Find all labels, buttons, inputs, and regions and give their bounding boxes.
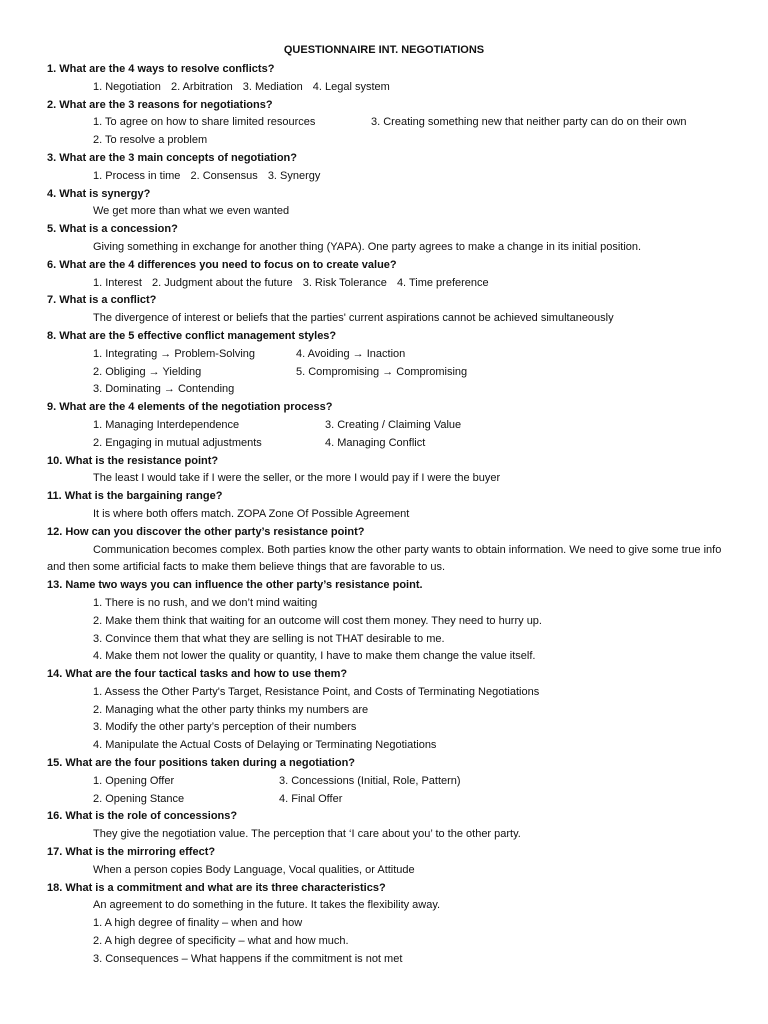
answer-item: 3. Mediation [242, 80, 303, 93]
question-8: 8. What are the 5 effective conflict management styles? [47, 329, 337, 342]
answer-item: 4. Legal system [312, 80, 390, 93]
questionnaire [47, 61, 747, 969]
answer-12: Communication becomes complex. Both parties know the other party wants to obtain information. We need to give some true info and then some artificial facts to make them believe things that are favorable to us. [47, 543, 722, 574]
answer-item: 3. Convince them that what they are selling is not THAT desirable to me. [93, 632, 445, 645]
answer-item: 4. Managing Conflict [325, 436, 426, 449]
answer-item: 3. Risk Tolerance [302, 276, 387, 289]
answer-11: It is where both offers match. ZOPA Zone Of Possible Agreement [93, 507, 410, 520]
answer-item: 1. Opening Offer [93, 774, 175, 787]
answer-item: 4. Final Offer [279, 792, 343, 805]
answer-item: 1. Assess the Other Party's Target, Resistance Point, and Costs of Terminating Negotiations [93, 685, 540, 698]
answer-item: 1. A high degree of finality – when and how [93, 917, 303, 930]
answer-9-row [47, 417, 747, 435]
answer-15-row [47, 791, 747, 809]
question-9: 9. What are the 4 elements of the negotiation process? [47, 401, 333, 414]
question-18: 18. What is a commitment and what are its three characteristics? [47, 881, 386, 894]
answer-item: 2. To resolve a problem [93, 134, 208, 147]
answer-item: 1. Negotiation [93, 80, 161, 93]
answer-item: 2. Judgment about the future [151, 276, 293, 289]
answer-8-row [47, 346, 747, 364]
answer-item: 2. Arbitration [170, 80, 233, 93]
question-17: 17. What is the mirroring effect? [47, 846, 216, 859]
answer-item: 4. Time preference [396, 276, 489, 289]
question-6: 6. What are the 4 differences you need to focus on to create value? [47, 258, 397, 271]
answer-3 [47, 168, 747, 186]
question-2: 2. What are the 3 reasons for negotiations? [47, 98, 273, 111]
question-7: 7. What is a conflict? [47, 294, 157, 307]
answer-item: 1. Managing Interdependence [93, 418, 240, 431]
answer-item: 2. Consensus [190, 169, 258, 182]
answer-5: Giving something in exchange for another thing (YAPA). One party agrees to make a change in its initial position. [93, 240, 642, 253]
question-16: 16. What is the role of concessions? [47, 810, 238, 823]
answer-item: 4. Manipulate the Actual Costs of Delaying or Terminating Negotiations [93, 739, 437, 752]
answer-18: An agreement to do something in the future. It takes the flexibility away. [93, 899, 441, 912]
question-3: 3. What are the 3 main concepts of negotiation? [47, 151, 297, 164]
answer-item: 1. There is no rush, and we don’t mind waiting [93, 596, 318, 609]
answer-item: 1. Process in time [93, 169, 181, 182]
answer-9-row [47, 435, 747, 453]
answer-item: 2. Managing what the other party thinks my numbers are [93, 703, 369, 716]
answer-item: 2. Opening Stance [93, 792, 185, 805]
answer-item: 3. Concessions (Initial, Role, Pattern) [279, 774, 461, 787]
answer-6 [47, 275, 747, 293]
answer-item: 2. Make them think that waiting for an outcome will cost them money. They need to hurry up. [93, 614, 542, 627]
answer-2-row [47, 114, 747, 132]
answer-item: 2. A high degree of specificity – what and how much. [93, 935, 349, 948]
answer-7: The divergence of interest or beliefs that the parties' current aspirations cannot be achieved simultaneously [93, 312, 614, 325]
answer-8-row [47, 364, 747, 382]
question-14: 14. What are the four tactical tasks and how to use them? [47, 668, 348, 681]
question-4: 4. What is synergy? [47, 187, 151, 200]
answer-15-row [47, 773, 747, 791]
answer-item: 1. Integrating → Problem-Solving [93, 347, 256, 360]
answer-item: 3. Synergy [267, 169, 321, 182]
answer-item: 3. Creating something new that neither party can do on their own [371, 116, 687, 129]
answer-item: 3. Consequences – What happens if the commitment is not met [93, 952, 403, 965]
answer-item: 1. To agree on how to share limited resources [93, 116, 316, 129]
answer-17: When a person copies Body Language, Vocal qualities, or Attitude [93, 863, 415, 876]
answer-item: 4. Avoiding → Inaction [296, 347, 406, 360]
answer-item: 4. Make them not lower the quality or quantity, I have to make them change the value itself. [93, 650, 536, 663]
answer-item: 3. Creating / Claiming Value [325, 418, 462, 431]
question-10: 10. What is the resistance point? [47, 454, 219, 467]
question-1: 1. What are the 4 ways to resolve conflicts? [47, 63, 275, 75]
answer-item: 5. Compromising → Compromising [296, 365, 468, 378]
question-5: 5. What is a concession? [47, 223, 178, 236]
question-11: 11. What is the bargaining range? [47, 490, 223, 503]
answer-item: 3. Dominating → Contending [93, 383, 235, 396]
answer-16: They give the negotiation value. The perception that ‘I care about you’ to the other party. [93, 828, 521, 841]
answer-item: 2. Obliging → Yielding [93, 365, 202, 378]
answer-10: The least I would take if I were the seller, or the more I would pay if I were the buyer [93, 472, 501, 485]
document-title: QUESTIONNAIRE INT. NEGOTIATIONS [283, 44, 485, 56]
answer-item: 1. Interest [93, 276, 142, 289]
answer-item: 2. Engaging in mutual adjustments [93, 436, 262, 449]
answer-4: We get more than what we even wanted [93, 205, 290, 218]
question-15: 15. What are the four positions taken during a negotiation? [47, 757, 356, 770]
answer-1 [47, 79, 747, 97]
question-12: 12. How can you discover the other party’s resistance point? [47, 525, 365, 538]
answer-item: 3. Modify the other party’s perception of their numbers [93, 721, 357, 734]
question-13: 13. Name two ways you can influence the other party’s resistance point. [47, 579, 423, 592]
